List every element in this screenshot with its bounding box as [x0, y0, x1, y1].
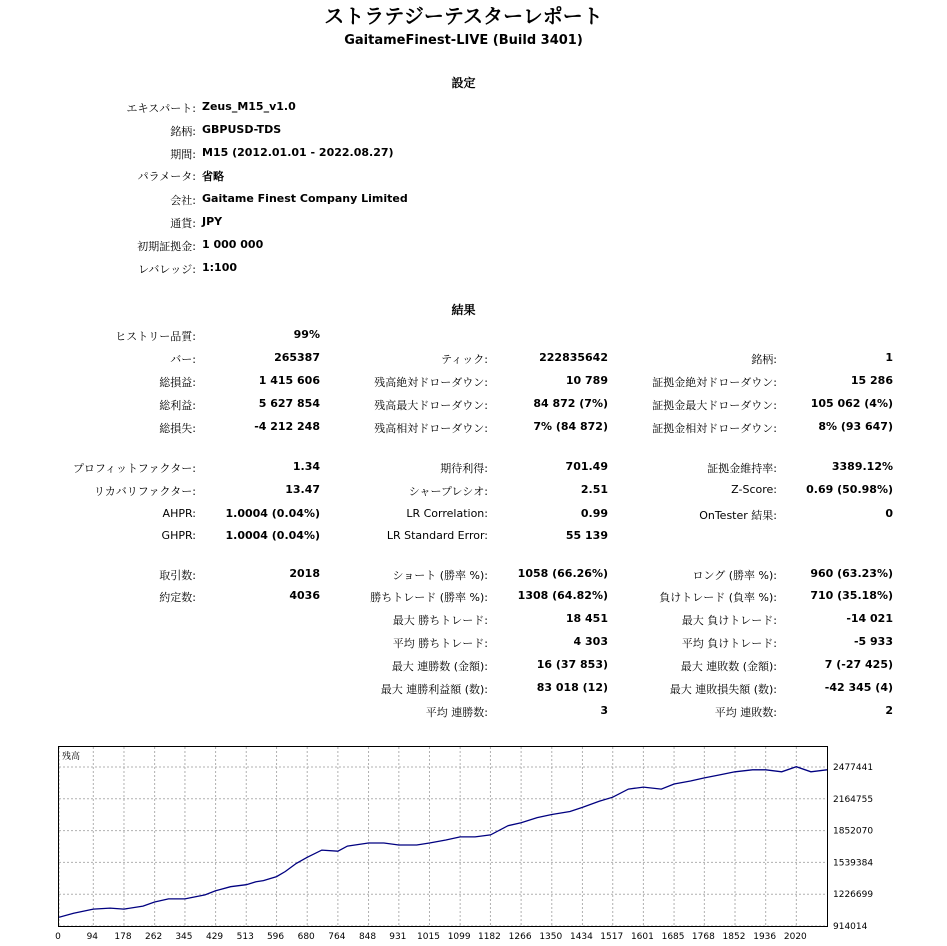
result-value: 8% (93 647)	[818, 420, 893, 433]
result-value: 1.0004 (0.04%)	[225, 507, 320, 520]
result-label: 取引数:	[159, 569, 196, 582]
x-tick-label: 345	[175, 932, 193, 942]
result-value: 1.0004 (0.04%)	[225, 529, 320, 542]
x-tick-label: 1601	[630, 932, 654, 942]
result-value: 0.99	[580, 507, 608, 520]
x-tick-label: 1434	[569, 932, 593, 942]
result-value: 701.49	[565, 460, 608, 473]
x-tick-label: 178	[114, 932, 132, 942]
x-tick-label: 680	[297, 932, 315, 942]
result-value: 16 (37 853)	[536, 658, 608, 671]
result-label: 負けトレード (負率 %):	[659, 591, 777, 604]
result-value: 1 415 606	[258, 374, 320, 387]
result-value: 105 062 (4%)	[810, 397, 893, 410]
result-label: 最大 連勝利益額 (数):	[380, 683, 488, 696]
result-label: 平均 勝ちトレード:	[392, 637, 488, 650]
result-value: 1308 (64.82%)	[517, 589, 608, 602]
settings-value: 1 000 000	[202, 238, 264, 251]
result-label: LR Correlation:	[406, 507, 488, 520]
settings-value: JPY	[202, 215, 223, 228]
result-value: 83 018 (12)	[536, 681, 608, 694]
result-value: 960 (63.23%)	[810, 567, 893, 580]
result-label: 約定数:	[159, 591, 196, 604]
x-tick-label: 1517	[600, 932, 624, 942]
chart-title: 残高	[62, 752, 81, 762]
result-label: GHPR:	[161, 529, 196, 542]
result-label: Z-Score:	[731, 483, 777, 496]
result-value: 10 789	[565, 374, 608, 387]
settings-label: 通貨:	[170, 217, 196, 230]
x-tick-label: 596	[266, 932, 285, 942]
x-tick-label: 94	[86, 932, 99, 942]
result-label: ティック:	[441, 353, 488, 366]
result-label: 残高絶対ドローダウン:	[374, 376, 488, 389]
result-value: 55 139	[565, 529, 608, 542]
report-title: ストラテジーテスターレポート	[324, 4, 603, 28]
result-label: シャープレシオ:	[408, 485, 488, 498]
x-tick-label: 429	[205, 932, 224, 942]
result-label: 証拠金相対ドローダウン:	[652, 422, 777, 435]
x-tick-label: 1768	[691, 932, 715, 942]
settings-heading: 設定	[451, 76, 476, 90]
x-tick-label: 262	[145, 932, 163, 942]
result-value: 5 627 854	[258, 397, 320, 410]
result-label: ショート (勝率 %):	[392, 569, 488, 582]
result-value: 15 286	[850, 374, 893, 387]
y-tick-label: 1539384	[833, 858, 874, 869]
result-value: 4036	[289, 589, 320, 602]
settings-label: 期間:	[170, 148, 196, 161]
x-tick-label: 1266	[508, 932, 532, 942]
settings-value: 省略	[202, 170, 224, 183]
result-label: 期待利得:	[440, 462, 488, 475]
result-label: 最大 連敗数 (金額):	[680, 660, 777, 673]
result-label: 最大 負けトレード:	[681, 614, 777, 627]
y-tick-label: 2477441	[833, 763, 874, 773]
x-tick-label: 764	[328, 932, 346, 942]
settings-value: GBPUSD-TDS	[202, 123, 282, 136]
settings-label: 初期証拠金:	[137, 240, 196, 253]
balance-chart-svg	[59, 747, 827, 926]
settings-value: Gaitame Finest Company Limited	[202, 192, 408, 205]
result-value: 1	[885, 351, 893, 364]
result-label: AHPR:	[162, 507, 196, 520]
result-value: 7% (84 872)	[533, 420, 608, 433]
x-tick-label: 1182	[477, 932, 501, 942]
settings-value: M15 (2012.01.01 - 2022.08.27)	[202, 146, 394, 159]
result-label: 勝ちトレード (勝率 %):	[370, 591, 488, 604]
result-label: 平均 連勝数:	[425, 706, 488, 719]
settings-label: パラメータ:	[137, 170, 196, 183]
result-label: 残高相対ドローダウン:	[374, 422, 488, 435]
results-heading: 結果	[451, 303, 476, 317]
result-value: -5 933	[853, 635, 893, 648]
result-label: 総損失:	[159, 422, 196, 435]
settings-label: エキスパート:	[126, 102, 196, 115]
result-label: 総利益:	[159, 399, 196, 412]
result-label: ヒストリー品質:	[115, 330, 196, 343]
x-tick-label: 931	[389, 932, 407, 942]
result-value: 7 (-27 425)	[824, 658, 893, 671]
result-value: 2	[885, 704, 893, 717]
x-tick-label: 1015	[417, 932, 440, 942]
x-tick-label: 1099	[447, 932, 471, 942]
y-tick-label: 1852070	[833, 826, 874, 837]
x-tick-label: 848	[358, 932, 377, 942]
result-label: リカバリファクター:	[93, 485, 196, 498]
result-value: 84 872 (7%)	[533, 397, 608, 410]
result-label: バー:	[170, 353, 196, 366]
result-label: 最大 連勝数 (金額):	[391, 660, 488, 673]
result-value: 710 (35.18%)	[810, 589, 893, 602]
result-value: 1.34	[292, 460, 320, 473]
result-label: OnTester 結果:	[699, 509, 777, 522]
result-label: 最大 勝ちトレード:	[392, 614, 488, 627]
x-tick-label: 0	[55, 932, 61, 942]
result-label: 残高最大ドローダウン:	[374, 399, 488, 412]
balance-line	[59, 767, 827, 918]
result-value: 3389.12%	[831, 460, 893, 473]
result-value: 18 451	[565, 612, 608, 625]
result-value: 265387	[274, 351, 320, 364]
result-value: 4 303	[573, 635, 608, 648]
settings-label: 銘柄:	[170, 125, 196, 138]
x-tick-label: 1852	[722, 932, 746, 942]
result-value: 0.69 (50.98%)	[806, 483, 893, 496]
result-value: 99%	[293, 328, 320, 341]
result-value: 2.51	[580, 483, 608, 496]
result-value: -4 212 248	[254, 420, 320, 433]
result-value: -14 021	[846, 612, 893, 625]
result-label: 証拠金維持率:	[707, 462, 777, 475]
result-value: 222835642	[539, 351, 608, 364]
report-subtitle: GaitameFinest-LIVE (Build 3401)	[344, 33, 583, 48]
x-tick-label: 2020	[783, 932, 807, 942]
x-tick-label: 1350	[539, 932, 563, 942]
result-label: 最大 連敗損失額 (数):	[669, 683, 777, 696]
result-label: プロフィットファクター:	[72, 462, 196, 475]
x-tick-label: 1685	[661, 932, 685, 942]
settings-label: レバレッジ:	[138, 263, 196, 276]
result-value: 0	[885, 507, 893, 520]
settings-value: 1:100	[202, 261, 238, 274]
result-label: 平均 負けトレード:	[681, 637, 777, 650]
settings-value: Zeus_M15_v1.0	[202, 100, 296, 113]
result-label: 証拠金最大ドローダウン:	[652, 399, 777, 412]
result-label: 総損益:	[159, 376, 196, 389]
result-value: 3	[600, 704, 608, 717]
result-value: 2018	[289, 567, 320, 580]
y-tick-label: 2164755	[833, 794, 874, 805]
result-label: ロング (勝率 %):	[692, 569, 777, 582]
x-tick-label: 513	[236, 932, 254, 942]
result-value: -42 345 (4)	[824, 681, 893, 694]
y-tick-label: 914014	[833, 922, 868, 932]
result-label: 証拠金絶対ドローダウン:	[652, 376, 777, 389]
x-tick-label: 1936	[753, 932, 777, 942]
result-label: LR Standard Error:	[386, 529, 488, 542]
settings-label: 会社:	[170, 194, 196, 207]
balance-chart	[58, 746, 828, 927]
result-label: 平均 連敗数:	[714, 706, 777, 719]
result-label: 銘柄:	[751, 353, 777, 366]
result-value: 13.47	[285, 483, 320, 496]
y-tick-label: 1226699	[833, 890, 874, 901]
result-value: 1058 (66.26%)	[517, 567, 608, 580]
